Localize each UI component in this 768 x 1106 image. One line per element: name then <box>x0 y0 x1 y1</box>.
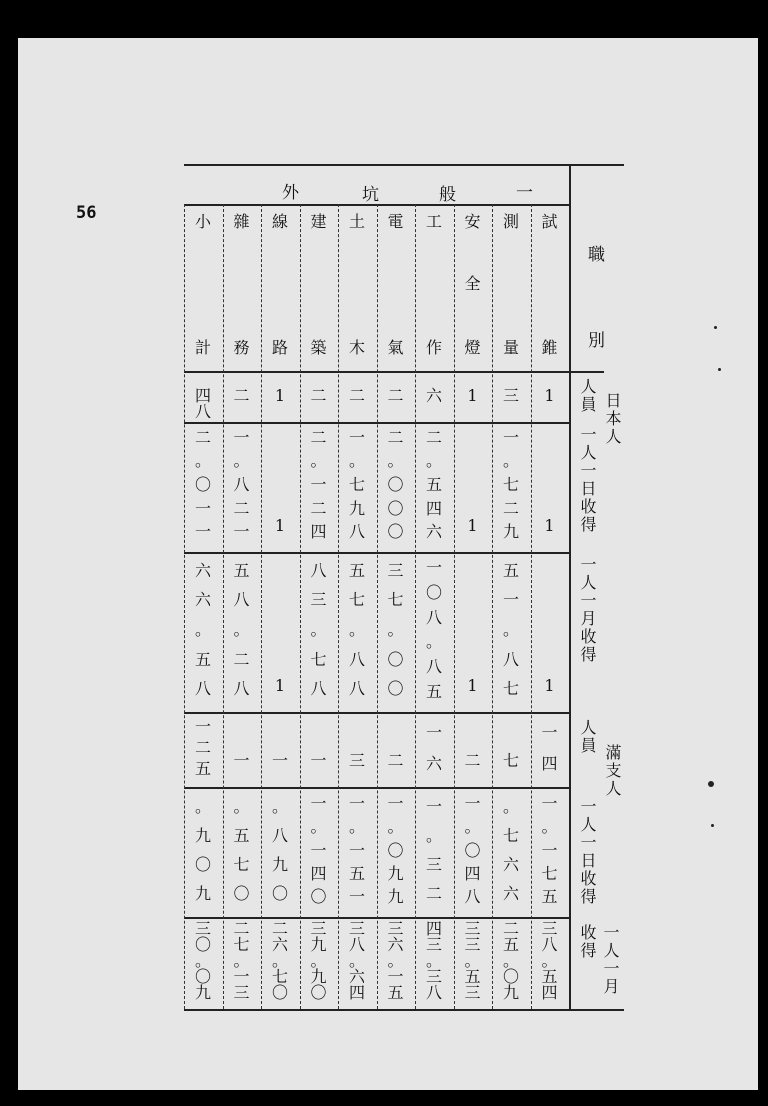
table-cell-char: 〇 <box>194 967 211 986</box>
column-divider <box>261 204 262 1009</box>
column-header-char: 氣 <box>387 338 404 357</box>
column-divider <box>531 204 532 1009</box>
table-cell-char: 九 <box>310 935 327 954</box>
table-cell-char: 一 <box>194 717 211 737</box>
table-cell-char: 四 <box>425 919 442 938</box>
row-label-monthly-manchu: 一人一月收得 <box>578 924 620 996</box>
column-header-char: 錐 <box>541 338 558 357</box>
table-cell-char: 一 <box>271 751 288 770</box>
table-cell-char: 九 <box>194 825 211 845</box>
table-cell-char: 八 <box>310 560 327 580</box>
table-cell-char: 一 <box>502 590 519 610</box>
table-cell-char: 。 <box>387 951 404 970</box>
table-cell-char: 〇 <box>464 840 481 860</box>
column-header-char: 路 <box>271 338 288 357</box>
column-header-char: 作 <box>425 338 442 357</box>
table-cell-char: 一 <box>541 840 558 860</box>
table-cell-char: 。 <box>233 620 250 639</box>
wage-table <box>164 164 622 1009</box>
table-cell-char: 四 <box>464 863 481 883</box>
column-header-char: 電 <box>387 212 404 231</box>
table-cell-char: 。 <box>194 620 211 639</box>
table-cell-char: 六 <box>425 386 442 405</box>
column-divider <box>300 204 301 1009</box>
table-cell-char: 。 <box>502 451 519 471</box>
table-cell-char: 二 <box>310 386 327 405</box>
table-cell-char: 七 <box>502 751 519 770</box>
table-cell-char: 一 <box>425 558 442 578</box>
table-cell-char: 一 <box>348 427 365 447</box>
table-cell-char: 一 <box>541 793 558 813</box>
table-cell-char: 三 <box>348 751 365 770</box>
table-cell-char: 三 <box>541 919 558 938</box>
table-cell-char: 〇 <box>502 967 519 986</box>
table-cell-char: 〇 <box>233 884 250 904</box>
column-header-char: 木 <box>348 338 365 357</box>
table-cell-char: 〇 <box>271 983 288 1002</box>
row-label-monthly-japan: 一人一月收得 <box>578 556 597 664</box>
table-cell-char: 三 <box>310 590 327 610</box>
table-cell-char: 三 <box>387 560 404 580</box>
table-cell-char: 六 <box>502 884 519 904</box>
table-cell-char: 八 <box>425 657 442 676</box>
table-cell-char: 二 <box>502 498 519 518</box>
table-cell-char: 二 <box>271 919 288 938</box>
table-cell-char: 。 <box>387 620 404 639</box>
table-cell-char: 1 <box>544 516 555 535</box>
table-cell-char: 一 <box>194 522 211 542</box>
table-cell-char: 四 <box>541 753 558 773</box>
table-cell-char: 七 <box>502 825 519 845</box>
table-cell-char: 五 <box>502 560 519 580</box>
table-cell-char: 一 <box>348 887 365 907</box>
table-cell-char: 〇 <box>194 935 211 954</box>
table-cell-char: 八 <box>233 475 250 494</box>
table-cell-char: 六 <box>194 560 211 580</box>
table-cell-char: 一 <box>348 840 365 860</box>
column-header-char: 全 <box>464 274 481 293</box>
table-cell-char: 三 <box>387 919 404 938</box>
column-header-char: 工 <box>425 212 442 231</box>
table-cell-char: 一 <box>502 427 519 447</box>
table-cell-char: 〇 <box>310 983 327 1002</box>
table-cell-char: 二 <box>233 498 250 518</box>
column-header-char: 建 <box>310 212 327 231</box>
table-cell-char: 〇 <box>387 679 404 699</box>
table-cell-char: 八 <box>348 649 365 669</box>
table-cell-char: 五 <box>425 681 442 701</box>
table-cell-char: 九 <box>348 498 365 518</box>
table-cell-char: 一 <box>194 498 211 518</box>
column-divider <box>377 204 378 1009</box>
column-header-char: 量 <box>502 338 519 357</box>
table-cell-char: 三 <box>464 983 481 1002</box>
table-cell-char: 一 <box>310 751 327 770</box>
table-cell-char: 二 <box>464 751 481 770</box>
column-header-char: 小 <box>194 212 211 231</box>
scan-speck <box>714 326 717 329</box>
table-cell-char: 。 <box>271 796 288 816</box>
table-cell-char: 三 <box>348 919 365 938</box>
table-cell-char: 。 <box>502 620 519 639</box>
table-cell-char: 一 <box>387 967 404 986</box>
table-cell-char: 五 <box>502 935 519 954</box>
table-cell-char: 八 <box>348 522 365 542</box>
table-cell-char: 。 <box>464 817 481 837</box>
table-cell-char: 。 <box>194 451 211 471</box>
table-cell-char: 一 <box>310 793 327 813</box>
column-divider <box>338 204 339 1009</box>
table-cell-char: 。 <box>425 825 442 845</box>
table-cell-char: 一 <box>233 522 250 542</box>
table-cell-char: 一 <box>310 475 327 494</box>
table-cell-char: 二 <box>387 751 404 770</box>
scanned-page <box>18 38 758 1090</box>
table-cell-char: 五 <box>194 649 211 669</box>
table-cell-char: 五 <box>541 967 558 986</box>
table-cell-char: 五 <box>464 967 481 986</box>
table-cell-char: 八 <box>233 590 250 610</box>
table-cell-char: 四 <box>348 983 365 1002</box>
table-cell-char: 八 <box>425 607 442 627</box>
table-cell-char: 五 <box>541 887 558 907</box>
table-cell-char: 七 <box>310 649 327 669</box>
table-cell-char: 1 <box>544 386 555 405</box>
table-cell-char: 七 <box>541 863 558 883</box>
table-cell-char: 1 <box>467 676 478 695</box>
row-label-staff-manchu: 人員 <box>578 719 597 755</box>
table-cell-char: 二 <box>425 427 442 447</box>
column-divider <box>492 204 493 1009</box>
column-divider <box>415 204 416 1009</box>
table-cell-char: 三 <box>233 983 250 1002</box>
table-bottom-border <box>184 1009 624 1011</box>
table-cell-char: 一 <box>425 722 442 742</box>
table-cell-char: 七 <box>502 475 519 494</box>
table-cell-char: 1 <box>274 386 286 405</box>
table-cell-char: 八 <box>310 679 327 699</box>
table-cell-char: 三 <box>310 919 327 938</box>
table-cell-char: 。 <box>425 451 442 471</box>
table-cell-char: 八 <box>541 935 558 954</box>
scan-speck <box>708 781 714 787</box>
table-cell-char: 〇 <box>194 475 211 494</box>
table-cell-char: 1 <box>467 516 478 535</box>
table-cell-char: 一 <box>425 796 442 816</box>
table-cell-char: 七 <box>271 967 288 986</box>
table-cell-char: 。 <box>233 796 250 816</box>
table-cell-char: 四 <box>310 522 327 542</box>
row-header-title: 職 <box>588 245 605 265</box>
table-cell-char: 六 <box>348 967 365 986</box>
table-cell-char: 。 <box>310 951 327 970</box>
table-cell-char: 。 <box>271 951 288 970</box>
column-header-char: 燈 <box>464 338 481 357</box>
table-cell-char: 八 <box>502 649 519 669</box>
table-cell-char: 三 <box>464 919 481 938</box>
table-cell-char: 〇 <box>387 840 404 860</box>
table-cell-char: 八 <box>425 983 442 1002</box>
table-cell-char: 八 <box>233 679 250 699</box>
column-divider <box>223 204 224 1009</box>
table-cell-char: 。 <box>541 951 558 970</box>
table-cell-char: 。 <box>233 951 250 970</box>
table-cell-char: 九 <box>194 884 211 904</box>
table-cell-char: 四八 <box>194 386 211 421</box>
table-cell-char: 。 <box>194 951 211 970</box>
table-cell-char: 五 <box>425 475 442 494</box>
table-cell-char: 六 <box>425 522 442 542</box>
group-header-char: 外 <box>282 183 299 203</box>
table-cell-char: 九 <box>271 855 288 875</box>
table-cell-char: 。 <box>348 817 365 837</box>
column-header-border <box>184 371 604 373</box>
table-cell-char: 七 <box>348 590 365 610</box>
column-header-char: 築 <box>310 338 327 357</box>
table-cell-char: 二 <box>194 427 211 447</box>
table-cell-char: 二 <box>310 498 327 518</box>
table-cell-char: 七 <box>233 855 250 875</box>
table-cell-char: 〇 <box>387 649 404 669</box>
column-header-char: 務 <box>233 338 250 357</box>
table-cell-char: 五 <box>348 863 365 883</box>
table-cell-char: 九 <box>387 887 404 907</box>
row-label-staff-japan: 人員 <box>578 378 597 414</box>
table-cell-char: 。 <box>233 451 250 471</box>
table-cell-char: 七 <box>233 935 250 954</box>
table-cell-char: 一 <box>310 840 327 860</box>
table-cell-char: 。 <box>541 817 558 837</box>
column-header-char: 雜 <box>233 212 250 231</box>
nationality-label-manchu: 滿支人 <box>603 744 622 798</box>
row-header-border <box>569 164 571 1009</box>
table-cell-char: 九 <box>387 863 404 883</box>
table-cell-char: 三 <box>464 935 481 954</box>
table-cell-char: 。 <box>425 951 442 970</box>
table-cell-char: 。 <box>387 817 404 837</box>
table-cell-char: 九 <box>502 522 519 542</box>
table-cell-char: 〇 <box>310 887 327 907</box>
column-header-char: 計 <box>194 338 211 357</box>
row-header-title: 別 <box>588 331 605 351</box>
table-cell-char: 二 <box>348 386 365 405</box>
table-cell-char: 一 <box>233 751 250 770</box>
table-cell-char: 〇 <box>425 583 442 602</box>
table-cell-char: 二 <box>387 386 404 405</box>
group-header-char: 般 <box>439 185 456 205</box>
table-cell-char: 1 <box>544 676 555 695</box>
table-cell-char: 1 <box>274 676 286 695</box>
column-header-char: 土 <box>348 212 365 231</box>
table-cell-char: 二 <box>194 738 211 757</box>
table-cell-char: 二 <box>233 649 250 669</box>
table-cell-char: 二 <box>425 884 442 904</box>
table-cell-char: 。 <box>425 632 442 652</box>
table-cell-char: 。 <box>310 817 327 837</box>
page-number: 56 <box>76 203 97 223</box>
table-cell-char: 六 <box>502 855 519 875</box>
table-cell-char: 三 <box>425 967 442 986</box>
column-header-char: 試 <box>541 212 558 231</box>
table-cell-char: 九 <box>194 983 211 1002</box>
table-cell-char: 五 <box>348 560 365 580</box>
table-cell-char: 二 <box>502 919 519 938</box>
table-cell-char: 〇 <box>387 498 404 518</box>
column-header-char: 線 <box>271 212 288 231</box>
table-cell-char: 。 <box>502 796 519 816</box>
table-cell-char: 二 <box>310 427 327 447</box>
table-cell-char: 八 <box>271 825 288 845</box>
table-cell-char: 七 <box>348 475 365 494</box>
table-cell-char: 八 <box>348 935 365 954</box>
table-cell-char: 六 <box>271 935 288 954</box>
table-cell-char: 。 <box>348 620 365 639</box>
table-cell-char: 二 <box>233 386 250 405</box>
column-header-char: 安 <box>464 212 481 231</box>
table-cell-char: 。 <box>348 951 365 970</box>
table-cell-char: 一 <box>464 793 481 813</box>
scan-speck <box>718 368 721 371</box>
table-cell-char: 九 <box>310 967 327 986</box>
table-cell-char: 六 <box>425 753 442 773</box>
table-cell-char: 七 <box>387 590 404 610</box>
table-cell-char: 一 <box>387 793 404 813</box>
table-cell-char: 五 <box>233 560 250 580</box>
table-cell-char: 二 <box>233 919 250 938</box>
table-cell-char: 六 <box>194 590 211 610</box>
column-divider <box>454 204 455 1009</box>
table-cell-char: 五 <box>233 825 250 845</box>
table-cell-char: 〇 <box>387 475 404 494</box>
group-header-char: 一 <box>516 183 533 203</box>
table-cell-char: 。 <box>502 951 519 970</box>
table-cell-char: 五 <box>387 983 404 1002</box>
table-cell-char: 三 <box>425 855 442 875</box>
table-cell-char: 。 <box>348 451 365 471</box>
column-header-char: 測 <box>502 212 519 231</box>
table-cell-char: 〇 <box>271 884 288 904</box>
table-top-border <box>184 164 624 166</box>
table-cell-char: 。 <box>310 451 327 471</box>
table-cell-char: 一 <box>233 967 250 986</box>
table-cell-char: 四 <box>425 498 442 518</box>
table-cell-char: 。 <box>387 451 404 471</box>
row-label-daily-japan: 一人一日收得 <box>578 426 597 534</box>
table-cell-char: 1 <box>274 516 286 535</box>
table-cell-char: 一 <box>233 427 250 447</box>
nationality-label-japan: 日本人 <box>603 392 622 446</box>
table-cell-char: 八 <box>194 679 211 699</box>
table-cell-char: 五 <box>194 758 211 778</box>
table-cell-char: 〇 <box>387 522 404 542</box>
table-cell-char: 八 <box>464 887 481 907</box>
table-cell-char: 一 <box>348 793 365 813</box>
table-cell-char: 〇 <box>194 855 211 875</box>
group-header-char: 坑 <box>362 185 379 205</box>
table-cell-char: 三 <box>194 919 211 938</box>
table-cell-char: 一 <box>541 722 558 742</box>
table-cell-char: 。 <box>194 796 211 816</box>
table-cell-char: 四 <box>541 983 558 1002</box>
row-label-daily-manchu: 一人一日收得 <box>578 798 597 906</box>
table-cell-char: 七 <box>502 679 519 699</box>
table-cell-char: 。 <box>310 620 327 639</box>
scan-speck <box>711 824 714 827</box>
table-cell-char: 1 <box>467 386 478 405</box>
table-cell-char: 八 <box>348 679 365 699</box>
table-cell-char: 二 <box>387 427 404 447</box>
table-cell-char: 三 <box>425 935 442 954</box>
table-cell-char: 九 <box>502 983 519 1002</box>
table-cell-char: 六 <box>387 935 404 954</box>
table-cell-char: 三 <box>502 386 519 405</box>
table-cell-char: 四 <box>310 863 327 883</box>
column-divider <box>184 204 185 1009</box>
table-cell-char: 。 <box>464 951 481 970</box>
